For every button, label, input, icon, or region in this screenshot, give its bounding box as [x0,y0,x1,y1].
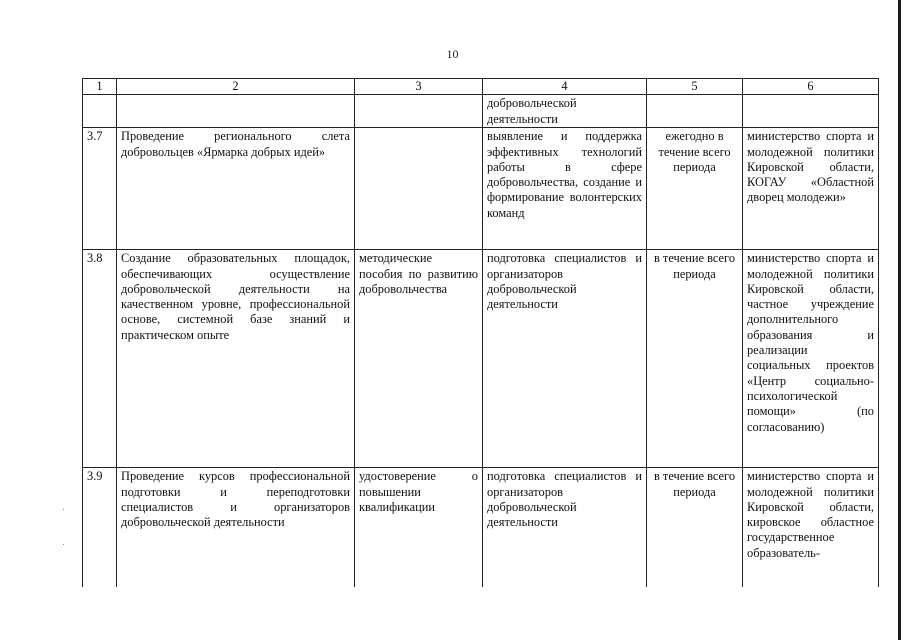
header-cell: 3 [355,79,483,95]
event-cell: Создание образовательных площадок, обеспечивающих осуществление добровольческой деятельности на качественном уровне, профессиональной основе, системной базе знаний и практическом опыте [117,250,355,468]
table-row [83,468,879,588]
table-header-row [83,79,879,95]
executor-cell [743,95,879,128]
executor-cell: министерство спорта и молодежной политики Кировской области, кировское областное государственное образователь- [743,468,879,588]
row-number: 3.9 [83,468,117,588]
goal-cell: подготовка специалистов и организаторов добровольческой деятельности [483,468,647,588]
header-cell: 4 [483,79,647,95]
goal-cell: добровольческой деятельности [483,95,647,128]
row-number: 3.8 [83,250,117,468]
result-cell [355,128,483,250]
period-cell [647,95,743,128]
period-cell: в течение всего периода [647,468,743,588]
result-cell: удостоверение о повышении квалификации [355,468,483,588]
header-cell: 5 [647,79,743,95]
scan-artifact: · [62,505,66,516]
goal-cell: подготовка специалистов и организаторов добровольческой деятельности [483,250,647,468]
header-cell: 6 [743,79,879,95]
table-row [83,128,879,250]
event-cell: Проведение курсов профессиональной подготовки и переподготовки специалистов и организаторов добровольческой деятельности [117,468,355,588]
result-cell [355,95,483,128]
result-cell: методические пособия по развитию добровольчества [355,250,483,468]
event-cell: Проведение регионального слета добровольцев «Ярмарка добрых идей» [117,128,355,250]
table-row [83,250,879,468]
period-cell: ежегодно в течение всего периода [647,128,743,250]
page-number: 10 [446,47,459,61]
measures-table [82,78,879,587]
goal-cell: выявление и поддержка эффективных технологий работы в сфере добровольчества, создание и формирование волонтерских команд [483,128,647,250]
header-cell: 1 [83,79,117,95]
event-cell [117,95,355,128]
row-number [83,95,117,128]
table-row [83,95,879,128]
period-cell: в течение всего периода [647,250,743,468]
executor-cell: министерство спорта и молодежной политики Кировской области, частное учреждение дополнительного образования и реализации социальных проектов «Центр социально-психологической помощи» (по согласованию) [743,250,879,468]
row-number: 3.7 [83,128,117,250]
header-cell: 2 [117,79,355,95]
scan-edge-shadow [898,0,901,640]
scan-artifact: · [62,540,66,551]
executor-cell: министерство спорта и молодежной политики Кировской области, КОГАУ «Областной дворец молодежи» [743,128,879,250]
